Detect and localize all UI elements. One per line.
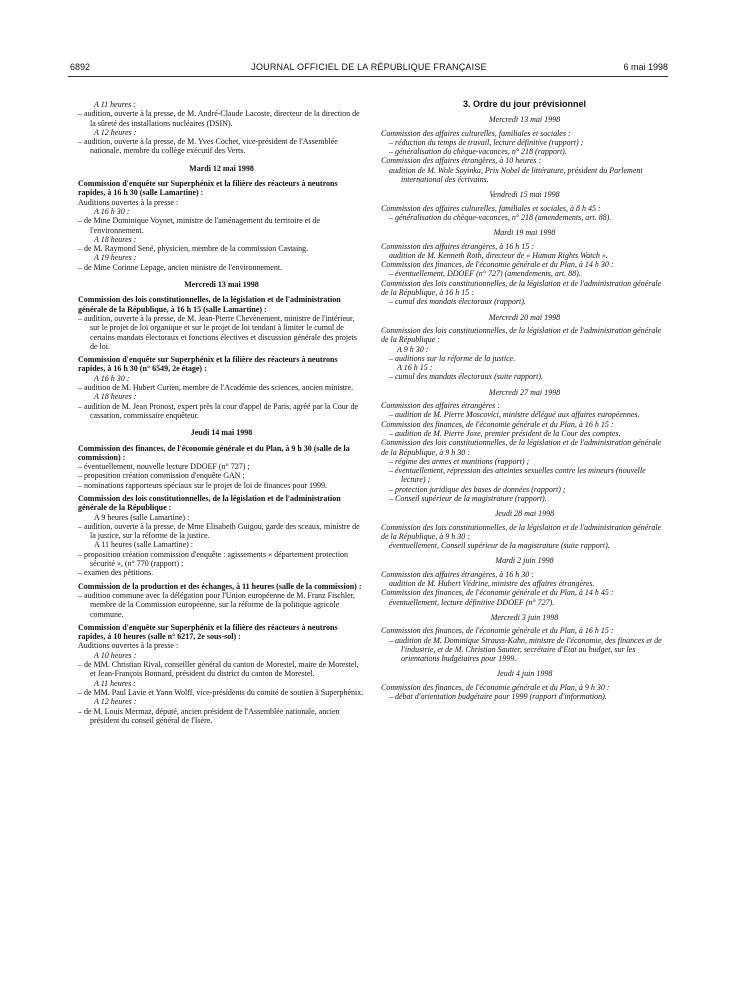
text-line: Commission des finances, de l'économie générale et du Plan, à 14 h 30 : [381,260,614,270]
agenda-item: – de MM. Christian Rival, conseiller général du canton de Morestel, maire de Morestel, et Jean-François Bonnard, président du district du canton de Morestel. [78,660,359,679]
right-column [381,100,668,701]
agenda-item: – audition, ouverte à la presse, de M. Yves Cochet, vice-président de l'Assemblée nationale, membre du collège exécutif des Verts. [78,137,338,156]
issue-date: 6 mai 1998 [623,62,668,72]
agenda-item: audition de M. Kenneth Roth, directeur de « Human Rights Watch ». [389,250,608,260]
journal-title: JOURNAL OFFICIEL DE LA RÉPUBLIQUE FRANÇAISE [251,62,487,72]
text-line: Commission des finances, de l'économie générale et du Plan, à 16 h 15 : [381,626,614,636]
time-slot: A 16 h 30 : [94,206,130,216]
agenda-item: – de MM. Paul Lavie et Yann Wolff, vice-présidents du comité de soutien à Superphénix. [78,687,364,697]
left-column [78,100,365,725]
time-slot: A 11 heures (salle Lamartine) : [94,540,193,550]
text-line: Commission des affaires culturelles, familiales et sociales : [381,128,571,138]
agenda-item: – audition, ouverte à la presse, de M. Jean-Pierre Chevènement, ministre de l'intérieur, sur le projet de loi organique et sur le projet de loi tendant à limiter le cumul de certains mandats électoraux et fonctions électives et discussion générale des projets de loi. [78,313,358,351]
agenda-item: – généralisation du chèque-vacances, n° 218 (amendements, art. 88). [389,212,612,222]
text-line: Commission des finances, de l'économie générale et du Plan, à 14 h 45 : [381,588,614,598]
text-line: Auditions ouvertes à la presse : [78,641,179,651]
agenda-item: – audition de M. Pierre Joxe, premier président de la Cour des comptes. [389,428,621,438]
agenda-item: – généralisation du chèque-vacances, n° 218 (rapport). [389,147,567,157]
date-heading: Mercredi 27 mai 1998 [488,387,561,397]
text-line: Commission des finances, de l'économie générale et du Plan, à 16 h 15 : [381,419,614,429]
committee-heading: Commission d'enquête sur Superphénix et la filière des réacteurs à neutrons rapides, à 16 h 30 (n° 6549, 2e étage) : [78,355,338,374]
text-line: Auditions ouvertes à la presse : [78,197,179,207]
agenda-item: – nominations rapporteurs spéciaux sur le projet de loi de finances pour 1999. [78,480,328,490]
header-rule [68,76,668,77]
date-heading: Jeudi 4 juin 1998 [496,669,553,679]
committee-heading: Commission des lois constitutionnelles, de la législation et de l'administration générale de la République : [78,493,341,513]
committee-heading: Commission de la production et des échanges, à 11 heures (salle de la commission) : [78,581,362,591]
time-slot: A 18 heures : [94,392,137,402]
time-slot: A 11 heures : [94,100,136,109]
time-slot: A 12 heures : [94,697,137,707]
agenda-item: – éventuellement, répression des atteintes sexuelles contre les mineurs (nouvelle lecture) ; [389,466,646,485]
agenda-item: – réduction du temps de travail, lecture définitive (rapport) ; [389,137,584,147]
date-heading: Mardi 2 juin 1998 [495,556,554,566]
agenda-item: – audition, ouverte à la presse, de Mme Elisabeth Guigou, garde des sceaux, ministre de la justice, sur la réforme de la justice. [78,521,360,541]
agenda-item: – audition de M. Hubert Curien, membre de l'Académie des sciences, ancien ministre. [78,383,354,393]
text-line: Commission des lois constitutionnelles, de la législation et de l'administration générale de la République, à 9 h 30 : [381,522,662,541]
agenda-item: – audition de M. Pierre Moscovici, ministre délégué aux affaires européennes. [389,410,640,420]
date-heading: Mercredi 13 mai 1998 [488,115,561,125]
agenda-item: – audition, ouverte à la presse, de M. André-Claude Lacoste, directeur de la direction de la sûreté des installations nucléaires (DSIN). [78,109,360,128]
text-line: Commission des affaires étrangères, à 16 h 30 : [381,569,534,579]
committee-heading: Commission d'enquête sur Superphénix et la filière des réacteurs à neutrons rapides, à 10 heures (salle n° 6217, 2e sous-sol) : [78,622,338,642]
section-title: 3. Ordre du jour prévisionnel [462,99,587,109]
page-header [70,62,668,76]
date-heading: Mercredi 20 mai 1998 [488,312,561,322]
agenda-item: – cumul des mandats électoraux (suite rapport). [389,372,543,382]
time-slot: A 18 heures : [94,234,137,244]
date-heading: Mercredi 3 juin 1998 [490,612,559,622]
agenda-item: – examen des pétitions. [78,568,154,578]
agenda-item: audition de M. Hubert Védrine, ministre des affaires étrangères. [389,579,595,589]
agenda-item: audition de M. Wole Soyinka, Prix Nobel de littérature, président du Parlement international des écrivains. [389,165,643,185]
agenda-item: – cumul des mandats électoraux (rapport). [389,297,526,307]
time-slot: A 12 heures : [94,127,137,137]
date-heading: Mercredi 13 mai 1998 [184,280,259,290]
time-slot: A 11 heures : [94,678,136,688]
time-slot: A 19 heures : [94,253,137,263]
agenda-item: – auditions sur la réforme de la justice. [389,353,516,363]
agenda-item: éventuellement, lecture définitive DDOEF (n° 727). [389,597,555,607]
time-slot: A 16 h 15 : [397,363,433,373]
text-line: Commission des affaires étrangères : [381,401,500,411]
text-line: Commission des affaires culturelles, familiales et sociales, à 8 h 45 : [381,203,601,213]
agenda-item: – audition commune avec la délégation pour l'Union européenne de M. Franz Fischler, membre de la Commission européenne, sur la réforme de la politique agricole commune. [78,590,356,619]
agenda-item: – débat d'orientation budgétaire pour 1999 (rapport d'information). [389,692,607,702]
agenda-item: – proposition création commission d'enquête : agissements « département protection sécurité », (n° 770 (rapport) ; [78,549,349,569]
agenda-item: – de Mme Corinne Lepage, ancien ministre de l'environnement. [78,262,283,272]
agenda-item: – audition de M. Jean Pronost, expert près la cour d'appel de Paris, agréé par la Cour de cassation, commissaire enquêteur. [78,401,359,420]
text-line: Commission des affaires étrangères, à 10 heures : [381,156,541,166]
date-heading: Jeudi 14 mai 1998 [190,428,253,438]
committee-heading: Commission d'enquête sur Superphénix et la filière des réacteurs à neutrons rapides, à 16 h 30 (salle Lamartine) : [78,179,338,198]
agenda-item: – de Mme Dominique Voynet, ministre de l'aménagement du territoire et de l'environnement. [78,216,320,235]
agenda-item: – de M. Louis Mermaz, député, ancien président de l'Assemblée nationale, ancien président du conseil général de l'Isère. [78,706,340,725]
text-line: Commission des affaires étrangères, à 16 h 15 : [381,241,534,251]
time-slot: A 9 h 30 : [397,344,429,354]
time-slot: A 9 heures (salle Lamartine) : [94,512,190,522]
text-line: Commission des finances, de l'économie générale et du Plan, à 9 h 30 : [381,682,610,692]
agenda-item: – régime des armes et munitions (rapport) ; [389,456,530,466]
page-number: 6892 [70,62,91,72]
text-line: Commission des lois constitutionnelles, de la législation et de l'administration générale de la République, à 16 h 15 : [381,278,662,298]
agenda-item: – éventuellement, DDOEF (n° 727) (amendements, art. 88). [389,269,581,279]
committee-heading: Commission des lois constitutionnelles, de la législation et de l'administration générale de la République, à 16 h 15 (salle Lamartine) : [78,295,341,314]
date-heading: Jeudi 28 mai 1998 [494,509,555,519]
date-heading: Mardi 12 mai 1998 [189,163,254,173]
text-line: Commission des lois constitutionnelles, de la législation et de l'administration générale de la République, à 9 h 30 : [381,438,662,457]
text-line: Commission des lois constitutionnelles, de la législation et de l'administration générale de la République : [381,325,662,345]
agenda-item: – proposition création commission d'enquête GAN ; [78,471,245,481]
committee-heading: Commission des finances, de l'économie générale et du Plan, à 9 h 30 (salle de la commission) : [78,443,350,462]
agenda-item: éventuellement, Conseil supérieur de la magistrature (suite rapport). [389,541,610,551]
time-slot: A 10 heures : [94,650,137,660]
agenda-item: – protection juridique des bases de données (rapport) ; [389,484,566,494]
agenda-item: – Conseil supérieur de la magistrature (rapport). [389,493,547,503]
time-slot: A 16 h 30 : [94,373,130,383]
agenda-item: – éventuellement, nouvelle lecture DDOEF (n° 727) ; [78,462,250,472]
date-heading: Vendredi 15 mai 1998 [489,190,560,200]
date-heading: Mardi 19 mai 1998 [493,228,556,238]
agenda-item: – audition de M. Dominique Strauss-Kahn, ministre de l'économie, des finances et de l'industrie, et de M. Christian Sautter, secrétaire d'Etat au budget, sur les orientations budgétaires pour 1999. [389,635,662,664]
agenda-item: – de M. Raymond Sené, physicien, membre de la commission Castaing. [78,244,309,254]
